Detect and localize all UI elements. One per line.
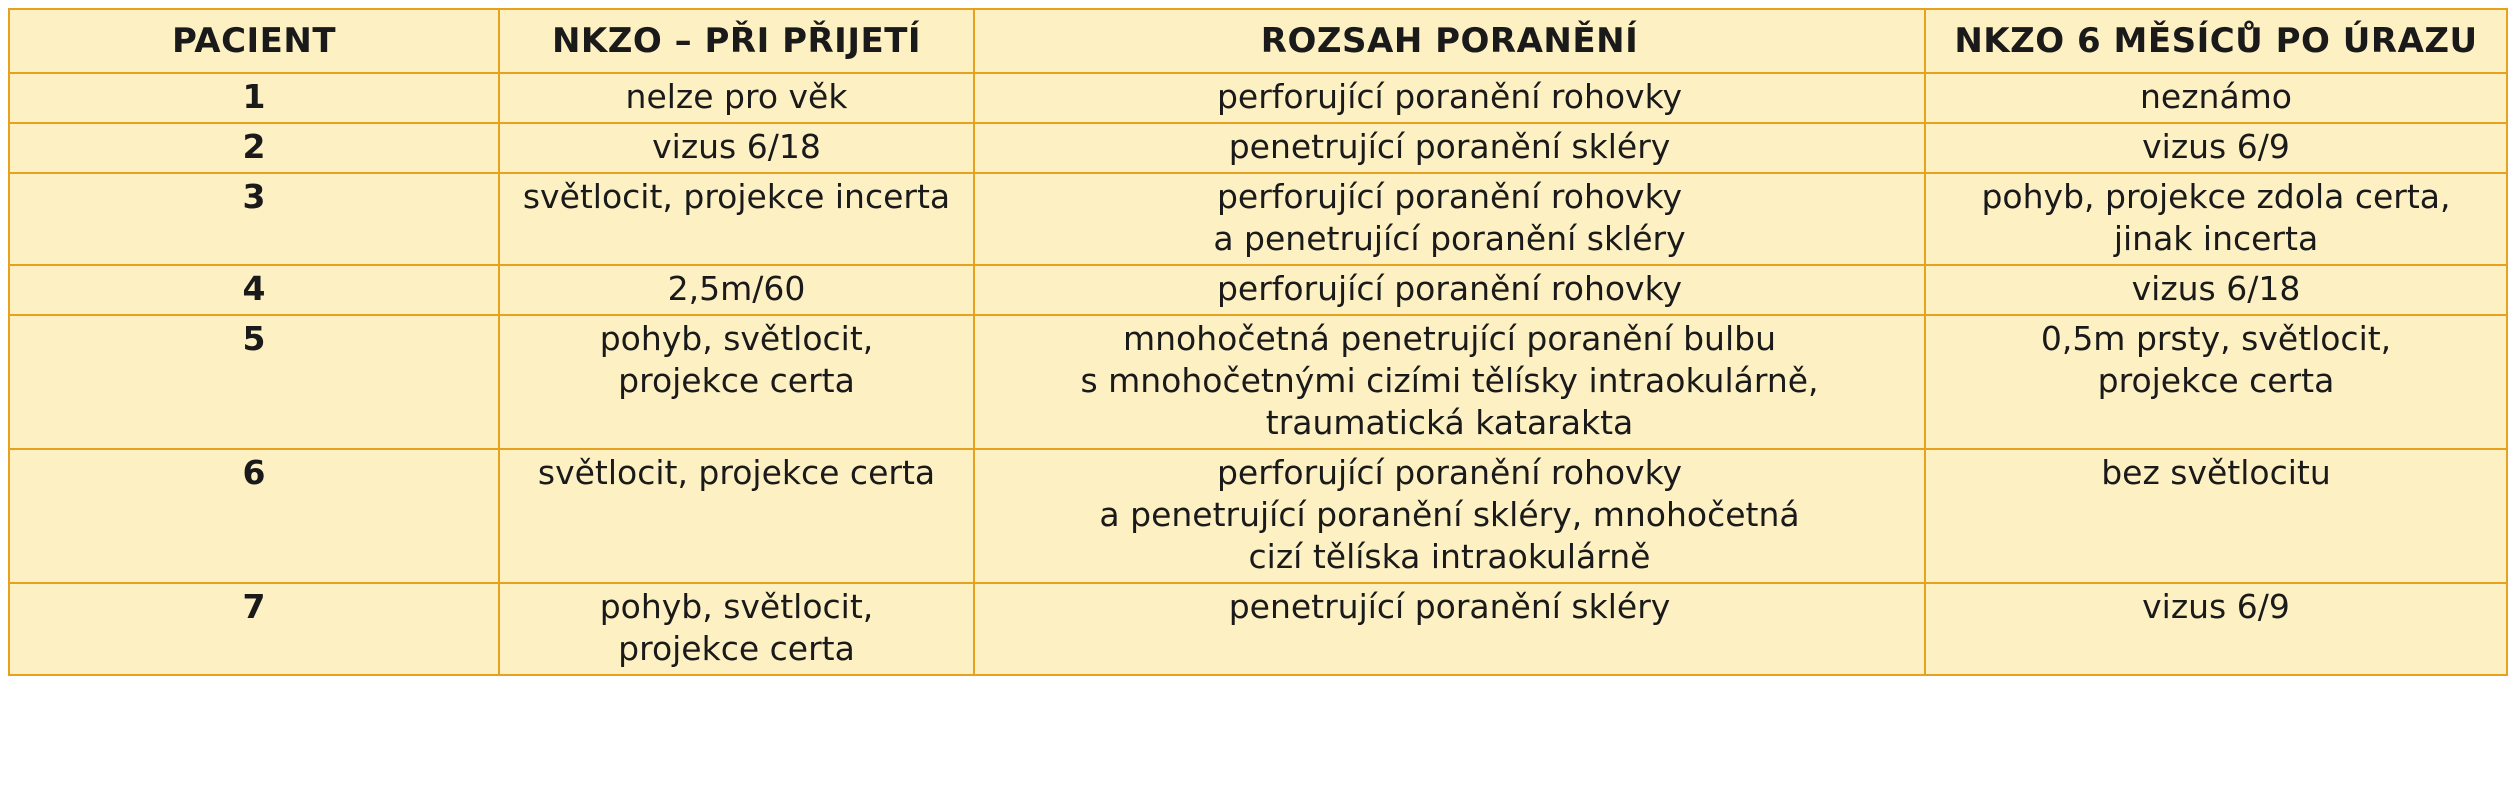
- cell-patient: 6: [9, 449, 499, 583]
- header-patient: PACIENT: [9, 9, 499, 73]
- cell-vision-6-months: [1925, 583, 2507, 675]
- cell-patient: 2: [9, 123, 499, 173]
- header-vision-6-months: NKZO 6 MĚSÍCŮ PO ÚRAZU: [1925, 9, 2507, 73]
- cell-line: perforující poranění rohovky: [1216, 177, 1683, 216]
- cell-vision-6-months: [1925, 265, 2507, 315]
- cell-line: pohyb, světlocit,: [599, 587, 874, 626]
- table-row: [9, 315, 2507, 449]
- cell-vision-6-months: [1925, 123, 2507, 173]
- cell-patient: 5: [9, 315, 499, 449]
- cell-line: neznámo: [2139, 77, 2292, 116]
- cell-vision-6-months: [1925, 449, 2507, 583]
- cell-line: projekce certa: [618, 361, 855, 400]
- cell-vision-6-months: [1925, 73, 2507, 123]
- cell-patient: 4: [9, 265, 499, 315]
- cell-line: s mnohočetnými cizími tělísky intraokulárně,: [1080, 361, 1819, 400]
- cell-line: pohyb, projekce zdola certa,: [1981, 177, 2451, 216]
- cell-line: mnohočetná penetrující poranění bulbu: [1122, 319, 1776, 358]
- cell-line: 2,5m/60: [667, 269, 806, 308]
- cell-injury-extent: [974, 265, 1925, 315]
- table-row: [9, 449, 2507, 583]
- table-row: [9, 173, 2507, 265]
- cell-line: traumatická katarakta: [1265, 403, 1634, 442]
- header-injury-extent: ROZSAH PORANĚNÍ: [974, 9, 1925, 73]
- cell-line: nelze pro věk: [625, 77, 848, 116]
- cell-injury-extent: [974, 123, 1925, 173]
- cell-line: perforující poranění rohovky: [1216, 269, 1683, 308]
- cell-line: cizí tělíska intraokulárně: [1248, 537, 1651, 576]
- cell-line: vizus 6/9: [2142, 127, 2290, 166]
- table-container: [8, 8, 2506, 676]
- cell-line: penetrující poranění skléry: [1228, 127, 1671, 166]
- cell-admission-vision: [499, 73, 974, 123]
- cell-line: pohyb, světlocit,: [599, 319, 874, 358]
- cell-admission-vision: [499, 449, 974, 583]
- cell-line: perforující poranění rohovky: [1216, 453, 1683, 492]
- cell-injury-extent: [974, 583, 1925, 675]
- cell-line: 0,5m prsty, světlocit,: [2040, 319, 2392, 358]
- cell-patient: 3: [9, 173, 499, 265]
- table-body: [9, 73, 2507, 675]
- cell-admission-vision: [499, 173, 974, 265]
- table-row: [9, 583, 2507, 675]
- cell-admission-vision: [499, 583, 974, 675]
- table-row: [9, 265, 2507, 315]
- cell-line: projekce certa: [2097, 361, 2335, 400]
- cell-line: jinak incerta: [2113, 219, 2319, 258]
- cell-line: vizus 6/18: [652, 127, 821, 166]
- cell-line: bez světlocitu: [2101, 453, 2331, 492]
- cell-line: penetrující poranění skléry: [1228, 587, 1671, 626]
- cell-line: a penetrující poranění skléry, mnohočetná: [1099, 495, 1800, 534]
- patient-injury-table: [8, 8, 2508, 676]
- cell-line: vizus 6/18: [2131, 269, 2301, 308]
- table-row: [9, 73, 2507, 123]
- cell-patient: 7: [9, 583, 499, 675]
- cell-line: projekce certa: [618, 629, 855, 668]
- cell-vision-6-months: [1925, 173, 2507, 265]
- cell-admission-vision: [499, 265, 974, 315]
- cell-line: perforující poranění rohovky: [1216, 77, 1683, 116]
- cell-injury-extent: [974, 315, 1925, 449]
- cell-injury-extent: [974, 173, 1925, 265]
- cell-admission-vision: [499, 123, 974, 173]
- cell-admission-vision: [499, 315, 974, 449]
- header-row: [9, 9, 2507, 73]
- header-admission-vision: NKZO – PŘI PŘIJETÍ: [499, 9, 974, 73]
- cell-patient: 1: [9, 73, 499, 123]
- table-row: [9, 123, 2507, 173]
- cell-line: vizus 6/9: [2142, 587, 2290, 626]
- cell-line: světlocit, projekce certa: [537, 453, 936, 492]
- cell-vision-6-months: [1925, 315, 2507, 449]
- cell-line: a penetrující poranění skléry: [1213, 219, 1686, 258]
- cell-injury-extent: [974, 73, 1925, 123]
- cell-line: světlocit, projekce incerta: [522, 177, 951, 216]
- cell-injury-extent: [974, 449, 1925, 583]
